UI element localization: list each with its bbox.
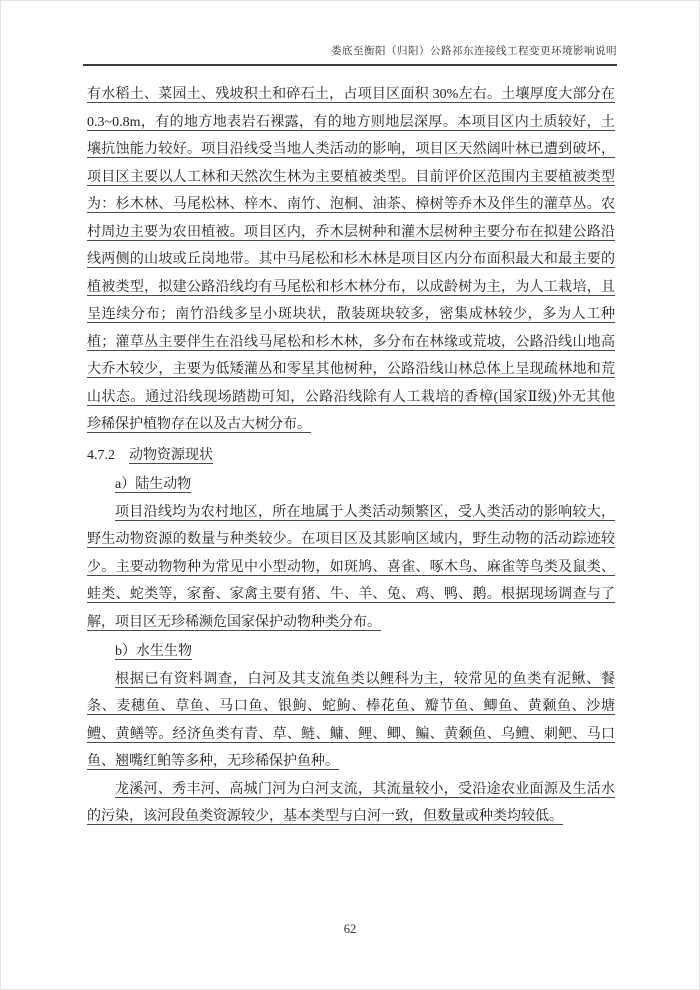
text-line: 野生动物资源的数量与种类较少。在项目区及其影响区域内，野生动物的活动踪迹较 (87, 532, 615, 547)
text-line: 大乔木较少，主要为低矮灌丛和零星其他树种，公路沿线山林总体上呈现疏林地和荒 (87, 362, 615, 377)
text-line: 呈连续分布；南竹沿线多呈小斑块状，散装斑块较多，密集成林较少，多为人工种 (87, 307, 615, 322)
text-line: 植；灌草丛主要伴生在沿线马尾松和杉木林，多分布在林缘或荒坡，公路沿线山地高 (87, 334, 615, 350)
document-body (1, 66, 699, 831)
subsection-heading-a: a）陆生动物 (115, 477, 192, 492)
text-line: 鳢、黄鳝等。经济鱼类有青、草、鲢、鳙、鲤、鲫、鳊、黄颡鱼、乌鳢、刺鲃、马口 (87, 726, 615, 742)
header-title: 娄底至衡阳（归阳）公路祁东连接线工程变更环境影响说明 (331, 46, 617, 57)
page-header (1, 1, 699, 66)
text-line: 少。主要动物物种为常见中小型动物，如斑鸠、喜雀、啄木鸟、麻雀等鸟类及鼠类、 (87, 559, 615, 575)
text-line: 解，项目区无珍稀濒危国家保护动物种类分布。 (87, 614, 381, 630)
text-line: 村周边主要为农田植被。项目区内，乔木层树种和灌木层树种主要分布在拟建公路沿 (87, 224, 615, 240)
text-line: 的污染，该河段鱼类资源较少，基本类型与白河一致，但数量或种类均较低。 (87, 809, 563, 824)
text-line: 鱼、翘嘴红鲌等多种，无珍稀保护鱼种。 (87, 754, 339, 769)
section-title: 动物资源现状 (129, 447, 213, 463)
text-line: 蛙类、蛇类等，家畜、家禽主要有猪、牛、羊、兔、鸡、鸭、鹅。根据现场调查与了 (87, 587, 615, 602)
text-line: 线两侧的山坡或丘岗地带。其中马尾松和杉木林是项目区内分布面积最大和最主要的 (87, 252, 615, 267)
subsection-heading-b: b）水生生物 (115, 644, 192, 659)
text-line: 龙溪河、秀丰河、高城门河为白河支流，其流量较小，受沿途农业面源及生活水 (115, 781, 615, 797)
text-line: 项目沿线均为农村地区，所在地属于人类活动频繁区，受人类活动的影响较大， (115, 504, 615, 520)
text-line: 条、麦穗鱼、草鱼、马口鱼、银鮈、蛇鮈、棒花鱼、瓣节鱼、鲫鱼、黄颡鱼、沙塘 (87, 699, 615, 714)
text-line: 山状态。通过沿线现场踏勘可知，公路沿线除有人工栽培的香樟(国家Ⅱ级)外无其他 (87, 389, 615, 405)
text-line: 珍稀保护植物存在以及古大树分布。 (87, 417, 311, 432)
text-line: 壤抗蚀能力较好。项目沿线受当地人类活动的影响，项目区天然阔叶林已遭到破坏， (87, 142, 615, 157)
text-line: 为：杉木林、马尾松林、梓木、南竹、泡桐、油茶、樟树等乔木及伴生的灌草丛。农 (87, 197, 615, 212)
text-line: 有水稻土、菜园土、残坡积土和碎石土，占项目区面积 30%左右。土壤厚度大部分在 (87, 87, 615, 102)
text-line: 根据已有资料调查，白河及其支流鱼类以鲤科为主，较常见的鱼类有泥鳅、餐 (115, 671, 615, 687)
section-heading (87, 442, 615, 470)
text-line: 0.3~0.8m，有的地方地表岩石裸露，有的地方则地层深厚。本项目区内土质较好，土 (87, 114, 615, 130)
text-line: 植被类型，拟建公路沿线均有马尾松和杉木林分布，以成龄树为主，为人工栽培，且 (87, 279, 615, 295)
section-number: 4.7.2 (87, 447, 115, 463)
page-footer (1, 922, 699, 937)
text-line: 项目区主要以人工林和天然次生林为主要植被类型。目前评价区范围内主要植被类型 (87, 169, 615, 185)
page-number: 62 (343, 922, 357, 936)
